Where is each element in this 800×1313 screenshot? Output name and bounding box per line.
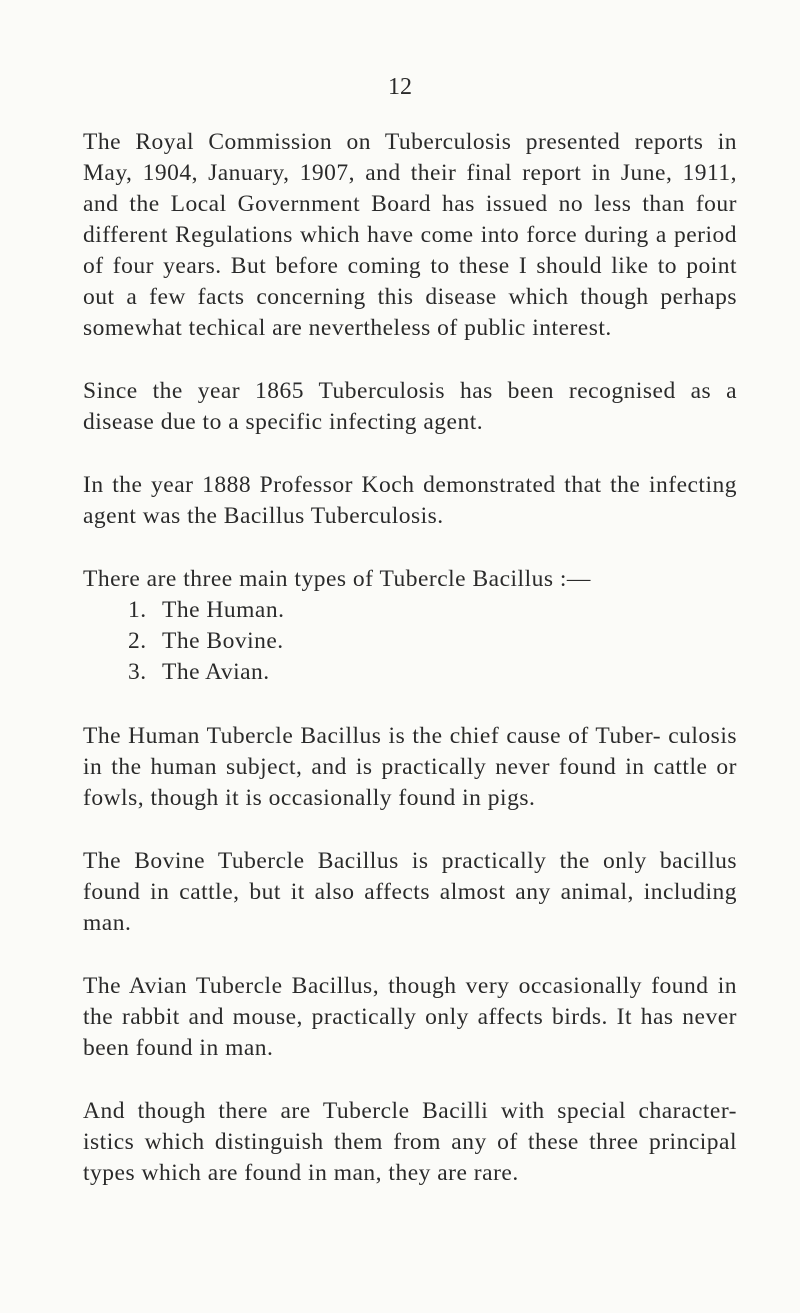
list-item-number: 1. (128, 597, 147, 623)
paragraph-three-types-intro: There are three main types of Tubercle Bacillus :— (83, 566, 591, 592)
paragraph-bovine-bacillus: The Bovine Tubercle Bacillus is practically the only bacillus found in cattle, but it also affects almost any animal, including man. (83, 848, 737, 936)
list-item (128, 595, 737, 626)
paragraph-royal-commission: The Royal Commission on Tuberculosis presented reports in May, 1904, January, 1907, and their final report in June, 1911, and the Local Government Board has issued no less than four different Regulations which have come into force during a period of four years. But before coming to these I should like to point out a few facts concerning this disease which though perhaps somewhat techical are nevertheless of public interest. (83, 129, 737, 341)
page-number: 12 (388, 74, 412, 100)
body-text (83, 127, 737, 1221)
paragraph-1865-recognition: Since the year 1865 Tuberculosis has been recognised as a disease due to a specific infecting agent. (83, 378, 737, 435)
paragraph-human-bacillus: The Human Tubercle Bacillus is the chief cause of Tuber- culosis in the human subject, and is practically never found in cattle or fowls, though it is occasionally found in pigs. (83, 723, 737, 811)
bacillus-types-list (128, 595, 737, 688)
list-item-number: 2. (128, 628, 147, 654)
list-item-label: The Bovine. (162, 628, 284, 654)
paragraph-avian-bacillus: The Avian Tubercle Bacillus, though very occasionally found in the rabbit and mouse, practically only affects birds. It has never been found in man. (83, 973, 737, 1061)
paragraph-special-bacilli: And though there are Tubercle Bacilli with special character- istics which distinguish them from any of these three principal types which are found in man, they are rare. (83, 1098, 737, 1186)
list-item-number: 3. (128, 659, 147, 685)
list-item-label: The Avian. (162, 659, 270, 685)
list-item-label: The Human. (162, 597, 285, 623)
list-item (128, 657, 737, 688)
list-item (128, 626, 737, 657)
paragraph-koch-1888: In the year 1888 Professor Koch demonstrated that the infecting agent was the Bacillus Tuberculosis. (83, 472, 737, 529)
